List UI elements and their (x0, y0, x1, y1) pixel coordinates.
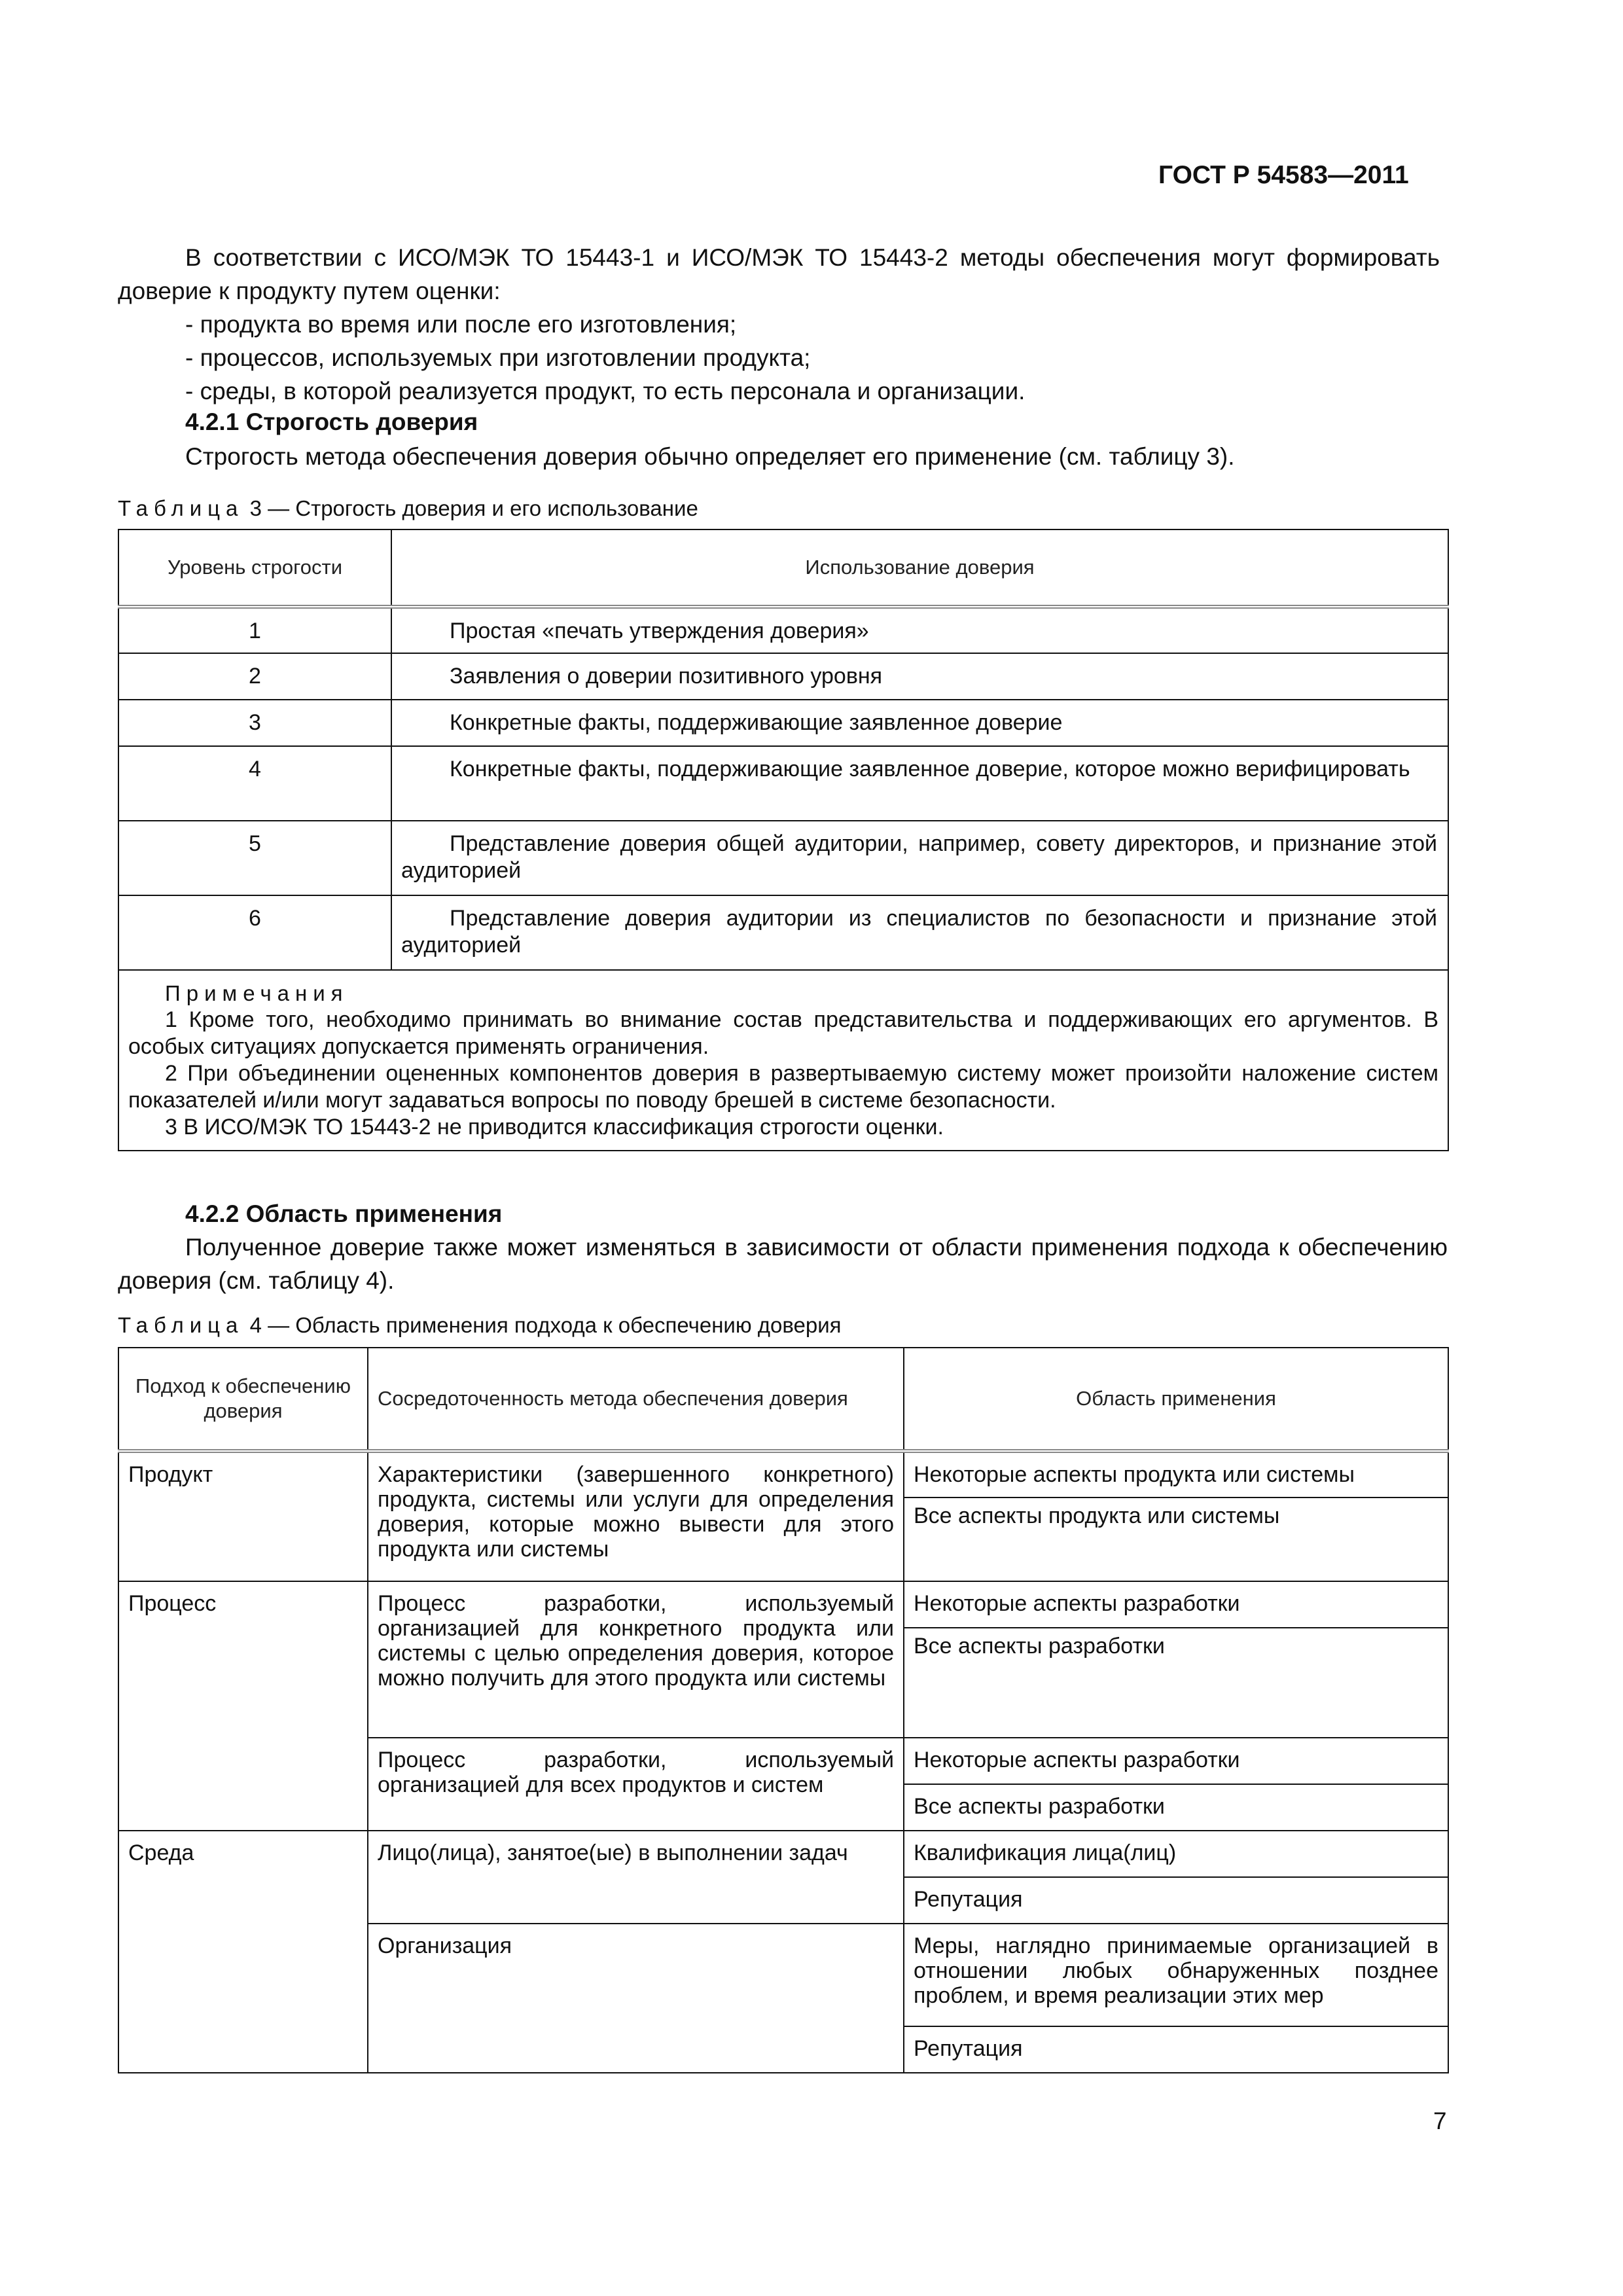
table4-header-approach: Подход к обеспечению доверия (118, 1348, 368, 1451)
table3-level-cell: 2 (118, 653, 391, 700)
table3-caption (118, 496, 698, 521)
table3-caption-word: Таблица (118, 496, 244, 520)
section-text-4-2-2: Полученное доверие также может изменяться в зависимости от области применения подхода к обеспечению доверия (см. таблицу 4). (118, 1234, 1448, 1294)
scope-cell: Все аспекты разработки (904, 1784, 1448, 1831)
approach-product: Продукт (118, 1451, 368, 1581)
table-row (118, 1831, 1448, 1877)
table3-level-cell: 5 (118, 821, 391, 895)
page-number: 7 (1433, 2108, 1447, 2134)
scope-cell: Все аспекты продукта или системы (904, 1498, 1448, 1581)
intro-list-item: - среды, в которой реализуется продукт, то есть персонала и организации. (185, 378, 1026, 404)
table3-caption-text: 3 — Строгость доверия и его использование (249, 496, 698, 520)
table-row (118, 1451, 1448, 1498)
intro-list (185, 308, 1429, 408)
table3-level-cell: 1 (118, 607, 391, 653)
intro-list-item: - процессов, используемых при изготовлении продукта; (185, 344, 811, 371)
table-row (118, 700, 1448, 746)
table4-caption (118, 1313, 842, 1338)
scope-cell: Репутация (904, 1877, 1448, 1924)
intro-paragraph: В соответствии с ИСО/МЭК ТО 15443-1 и ИСО/МЭК ТО 15443-2 методы обеспечения могут формировать доверие к продукту путем оценки: (118, 244, 1440, 304)
section-heading-4-2-1: 4.2.1 Строгость доверия (185, 408, 478, 435)
table-row (118, 1581, 1448, 1628)
table3-usage-cell: Конкретные факты, поддерживающие заявленное доверие, которое можно верифицировать (391, 746, 1448, 821)
table-3 (118, 529, 1449, 1151)
table3-usage-cell: Представление доверия общей аудитории, например, совету директоров, и признание этой аудиторией (391, 821, 1448, 895)
focus-process-specific: Процесс разработки, используемый организацией для конкретного продукта или системы с целью определения доверия, которое можно получить для этого продукта или системы (368, 1581, 904, 1738)
focus-organization: Организация (368, 1924, 904, 2073)
table3-level-cell: 4 (118, 746, 391, 821)
note-item: 3 В ИСО/МЭК ТО 15443-2 не приводится классификация строгости оценки. (165, 1115, 944, 1139)
table3-notes (118, 970, 1448, 1151)
table3-usage-cell: Конкретные факты, поддерживающие заявленное доверие (391, 700, 1448, 746)
scope-cell: Репутация (904, 2026, 1448, 2073)
table3-level-cell: 6 (118, 895, 391, 970)
table-row (118, 821, 1448, 895)
section-text-4-2-1: Строгость метода обеспечения доверия обычно определяет его применение (см. таблицу 3). (185, 443, 1235, 470)
scope-cell: Меры, наглядно принимаемые организацией в отношении любых обнаруженных позднее проблем, и время реализации этих мер (904, 1924, 1448, 2026)
table3-usage-cell: Простая «печать утверждения доверия» (391, 607, 1448, 653)
table-row (118, 746, 1448, 821)
focus-persons: Лицо(лица), занятое(ые) в выполнении задач (368, 1831, 904, 1924)
standard-number: ГОСТ Р 54583—2011 (1158, 161, 1409, 189)
table4-caption-word: Таблица (118, 1313, 244, 1337)
table-4 (118, 1347, 1449, 2073)
table4-caption-text: 4 — Область применения подхода к обеспечению доверия (249, 1313, 842, 1337)
table-row (118, 895, 1448, 970)
approach-environment: Среда (118, 1831, 368, 2073)
table4-header-focus: Сосредоточенность метода обеспечения доверия (368, 1348, 904, 1451)
table-row (118, 607, 1448, 653)
scope-cell: Все аспекты разработки (904, 1628, 1448, 1738)
section-heading-4-2-2: 4.2.2 Область применения (185, 1200, 503, 1227)
intro-list-item: - продукта во время или после его изготовления; (185, 311, 737, 338)
scope-cell: Квалификация лица(лиц) (904, 1831, 1448, 1877)
focus-process-all: Процесс разработки, используемый организацией для всех продуктов и систем (368, 1738, 904, 1831)
table3-header-level: Уровень строгости (118, 529, 391, 607)
table3-header-usage: Использование доверия (391, 529, 1448, 607)
table-row (118, 653, 1448, 700)
scope-cell: Некоторые аспекты продукта или системы (904, 1451, 1448, 1498)
notes-title: Примечания (165, 981, 349, 1005)
table4-header-scope: Область применения (904, 1348, 1448, 1451)
focus-product: Характеристики (завершенного конкретного) продукта, системы или услуги для определения доверия, которые можно вывести для этого продукта или системы (368, 1451, 904, 1581)
note-item: 2 При объединении оцененных компонентов доверия в развертываемую систему может произойти наложение систем показателей и/или могут задаваться вопросы по поводу брешей в системе безопасности. (128, 1061, 1438, 1113)
note-item: 1 Кроме того, необходимо принимать во внимание состав представительства и поддерживающих его аргументов. В особых ситуациях допускается применять ограничения. (128, 1007, 1438, 1059)
table3-level-cell: 3 (118, 700, 391, 746)
approach-process: Процесс (118, 1581, 368, 1831)
scope-cell: Некоторые аспекты разработки (904, 1581, 1448, 1628)
scope-cell: Некоторые аспекты разработки (904, 1738, 1448, 1784)
table3-usage-cell: Представление доверия аудитории из специалистов по безопасности и признание этой аудиторией (391, 895, 1448, 970)
table3-usage-cell: Заявления о доверии позитивного уровня (391, 653, 1448, 700)
